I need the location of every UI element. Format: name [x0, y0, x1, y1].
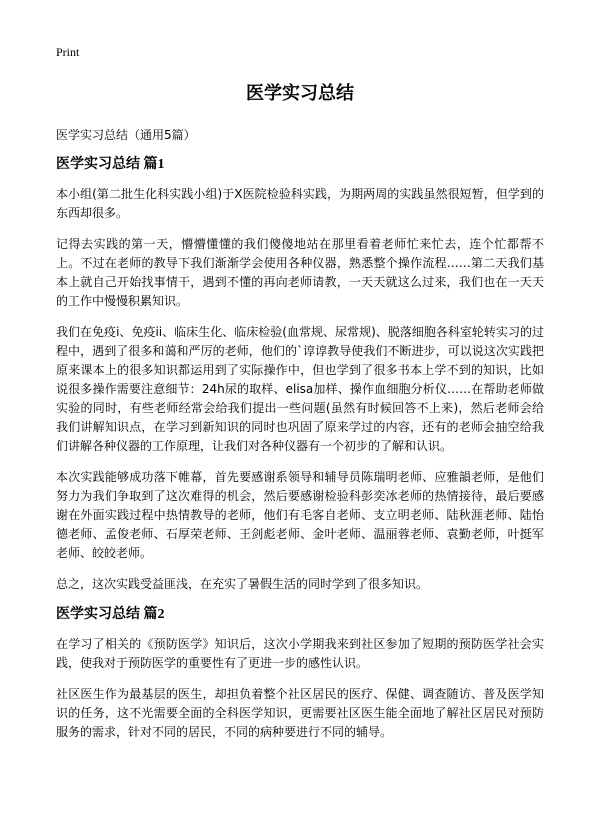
- paragraph: 本次实践能够成功落下帷幕，首先要感谢系领导和辅导员陈瑞明老师、应雅韻老师，是他们努力为我们争取到了这次难得的机会，然后要感谢检验科彭奕冰老师的热情接待，最后要感谢在外面实践过程中热情教导的老师，他们有毛客自老师、支立明老师、陆秋涯老师、陆怡德老师、孟俊老师、石厚荣老师、王剑彪老师、金叶老师、温丽蓉老师、袁勤老师，叶挺军老师、皎皎老师。: [56, 470, 544, 560]
- paragraph: 总之，这次实践受益匪浅，在充实了暑假生活的同时学到了很多知识。: [56, 577, 429, 591]
- document-subtitle: 医学实习总结（通用5篇）: [56, 128, 196, 142]
- section-heading: 医学实习总结 篇1: [56, 157, 165, 172]
- paragraph: 我们在免疫i、免疫ii、临床生化、临床检验(血常规、尿常规)、脱落细胞各科室轮转实习的过程中，遇到了很多和蔼和严厉的老师，他们的`谆谆教导使我们不断进步，可以说这次实践把原来课本上的很多知识都运用到了实际操作中，但也学到了很多书本上学不到的知识，比如说很多操作需要注意细节：24h尿的取样、elisa加样、操作血细胞分析仪……在帮助老师做实验的同时，有些老师经常会给我们提出一些问题(虽然有时候回答不上来)，然后老师会给我们讲解知识点，在学习到新知识的同时也巩固了原来学过的内容，还有的老师会抽空给我们讲解各种仪器的工作原理，让我们对各种仪器有一个初步的了解和认识。: [56, 325, 544, 453]
- section-2: [56, 606, 544, 742]
- print-label: Print: [56, 45, 80, 59]
- paragraph: 社区医生作为最基层的医生，却担负着整个社区居民的医疗、保健、调查随访、普及医学知识的任务，这不光需要全面的全科医学知识，更需要社区医生能全面地了解社区居民对预防服务的需求，针对不同的居民，不同的病种要进行不同的辅导。: [56, 687, 544, 739]
- paragraph: 在学习了相关的《预防医学》知识后，这次小学期我来到社区参加了短期的预防医学社会实践，使我对于预防医学的重要性有了更进一步的感性认识。: [56, 637, 544, 670]
- paragraph: 记得去实践的第一天，懵懵懂懂的我们傻傻地站在那里看着老师忙来忙去，连个忙都帮不上。不过在老师的教导下我们渐渐学会使用各种仪器，熟悉整个操作流程……第二天我们基本上就自己开始找事情干，遇到不懂的再向老师请教，一天天就这么过来，我们也在一天天的工作中慢慢积累知识。: [56, 237, 544, 308]
- paragraph: 本小组(第二批生化科实践小组)于X医院检验科实践，为期两周的实践虽然很短暂，但学到的东西却很多。: [56, 187, 544, 220]
- section-heading: 医学实习总结 篇2: [56, 607, 165, 622]
- section-1: [56, 156, 544, 594]
- document-title: 医学实习总结: [246, 83, 354, 104]
